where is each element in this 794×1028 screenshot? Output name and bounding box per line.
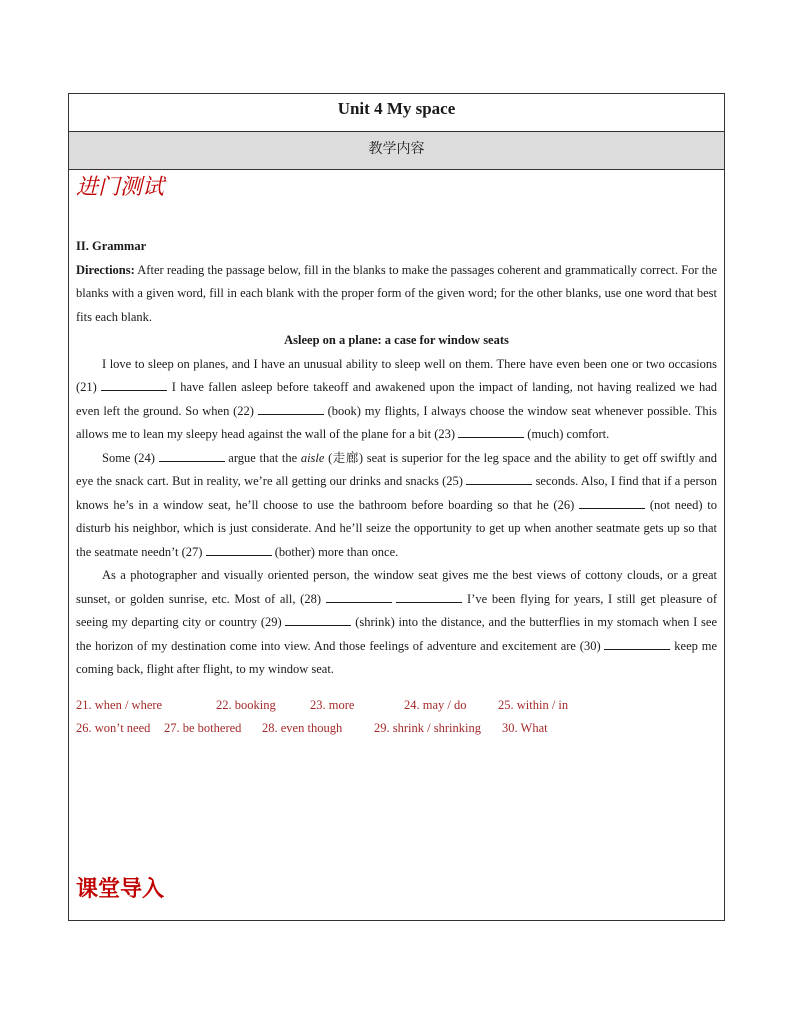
answer-item: 30. What — [502, 721, 548, 735]
blank-23[interactable] — [458, 425, 524, 438]
grammar-heading: II. Grammar — [76, 239, 147, 253]
p2-text: (not need) to disturb his neighbor, which is just considerate. And he’ll seize the opportunity to get up when another seatmate gets up so that the seatmate needn’t (27) — [76, 497, 718, 559]
answer-key — [76, 694, 717, 741]
blank-28b[interactable] — [396, 590, 462, 603]
paragraph-1 — [76, 353, 717, 447]
blank-25[interactable] — [466, 472, 532, 485]
paragraph-3 — [76, 564, 717, 682]
p1-text: (book) my flights, I always choose the window seat whenever possible. This allows me to lean my sleepy head against the wall of the plane for a bit (23) — [76, 403, 717, 441]
answer-item: 27. be bothered — [164, 721, 242, 735]
blank-30[interactable] — [604, 637, 670, 650]
p2-text: Some (24) — [102, 450, 159, 465]
answer-item: 23. more — [310, 697, 355, 712]
p2-text: (走廊) seat is superior for the leg space and the ability to get off swiftly and eye the snack cart. But in reality, we’re all getting our drinks and snacks (25) — [76, 450, 717, 488]
content-area — [69, 173, 724, 741]
answer-item: 29. shrink / shrinking — [374, 721, 481, 735]
p3-text: I’ve been flying for years, I still get pleasure of seeing my departing city or country (29) — [76, 591, 717, 629]
class-intro-heading: 课堂导入 — [76, 876, 165, 902]
blank-26[interactable] — [579, 496, 645, 509]
answer-item: 22. booking — [216, 697, 276, 712]
p2-text: seconds. Also, I find that if a person knows he’s in a window seat, he’ll choose to use the bathroom before boarding so that he (26) — [76, 474, 717, 512]
blank-24[interactable] — [159, 449, 225, 462]
aisle-word: aisle — [300, 450, 325, 465]
p3-text: As a photographer and visually oriented person, the window seat gives me the best views of cottony clouds, or a great sunset, or golden sunrise, etc. Most of all, (28) — [76, 568, 717, 606]
p1-text: (much) comfort. — [524, 427, 610, 441]
entry-test-heading: 进门测试 — [76, 175, 165, 200]
blank-29[interactable] — [285, 613, 351, 626]
p2-text: argue that the — [224, 450, 301, 465]
directions-label: Directions: — [76, 262, 135, 277]
unit-title: Unit 4 My space — [69, 94, 724, 132]
paragraph-2 — [76, 447, 717, 565]
answer-item: 26. won’t need — [76, 721, 151, 735]
answer-item: 21. when / where — [76, 697, 163, 712]
p1-text: I have fallen asleep before takeoff and awakened upon the impact of landing, not having realized we had even left the ground. So when (22) — [76, 380, 718, 418]
blank-21[interactable] — [101, 378, 167, 391]
p3-text: (shrink) into the distance, and the butterflies in my stomach when I see the horizon of my destination come into view. And those feelings of adventure and excitement are (30) — [76, 615, 718, 653]
answer-item: 24. may / do — [404, 697, 467, 712]
p3-text: keep me coming back, flight after flight, to my window seat. — [76, 638, 717, 676]
p2-text: (bother) more than once. — [271, 544, 399, 559]
directions — [76, 259, 717, 330]
blank-28a[interactable] — [326, 590, 392, 603]
p1-text: I love to sleep on planes, and I have an unusual ability to sleep well on them. There have even been one or two occasions (21) — [76, 356, 717, 394]
answer-row-2 — [76, 717, 717, 741]
answer-row-1 — [76, 694, 717, 718]
directions-text: After reading the passage below, fill in the blanks to make the passages coherent and grammatically correct. For the blanks with a given word, fill in each blank with the proper form of the given word; for the other blanks, use one word that best fits each blank. — [76, 262, 717, 324]
blank-27[interactable] — [206, 543, 272, 556]
section-label: 教学内容 — [69, 132, 724, 170]
answer-item: 28. even though — [262, 721, 343, 735]
blank-22[interactable] — [258, 402, 324, 415]
passage-title: Asleep on a plane: a case for window seats — [284, 333, 509, 347]
lesson-frame — [68, 93, 725, 921]
answer-item: 25. within / in — [498, 697, 569, 712]
